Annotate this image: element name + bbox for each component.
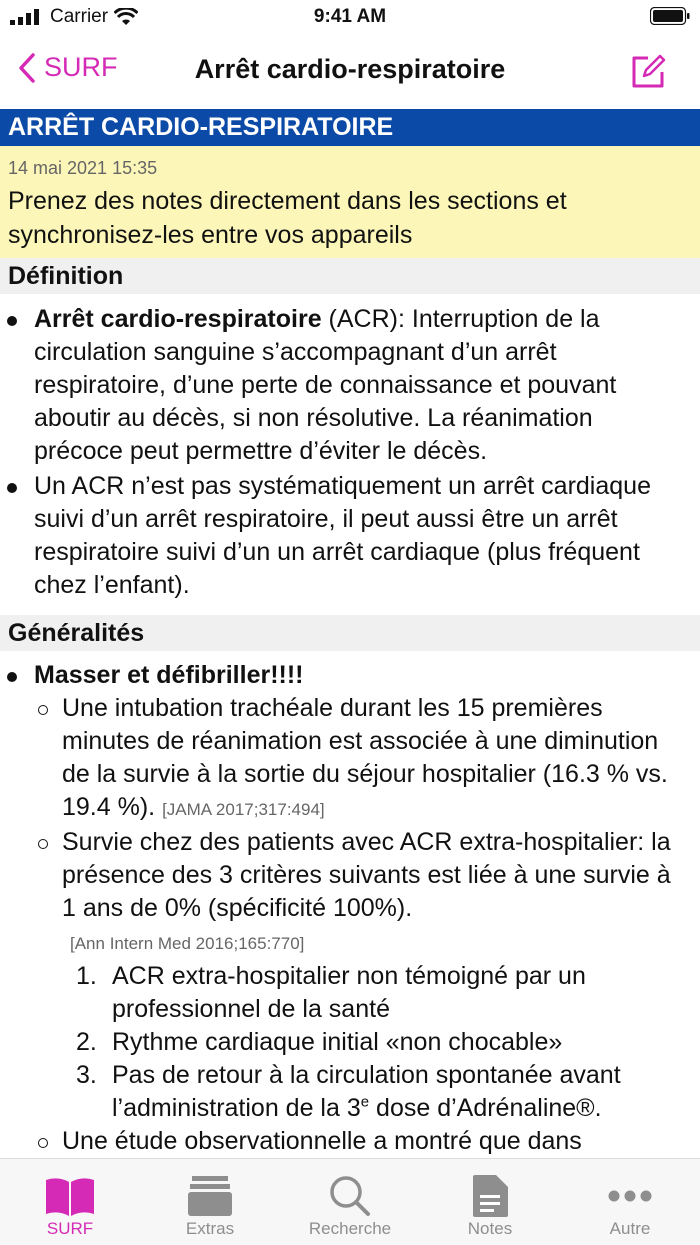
navigation-bar (0, 40, 700, 106)
section-header-generalites: Généralités (0, 615, 700, 651)
tab-notes[interactable] (440, 1173, 540, 1239)
book-icon (44, 1176, 96, 1216)
superscript: e (360, 1093, 370, 1111)
sub-item-text: Une intubation trachéale durant les 15 premières minutes de réanimation est associée à une diminution de la survie à la sortie du séjour hospitalier (16.3 % vs. 19.4 %). (62, 694, 668, 821)
tab-autre[interactable] (580, 1173, 680, 1239)
back-label: SURF (44, 52, 118, 82)
compose-icon[interactable] (630, 54, 666, 90)
note-card[interactable] (0, 146, 700, 258)
search-icon (329, 1175, 371, 1217)
list-item (0, 659, 700, 1158)
numbered-item-text: Rythme cardiaque initial «non chocable» (112, 1028, 563, 1056)
numbered-item-text: ACR extra-hospitalier non témoigné par un professionnel de la santé (112, 962, 586, 1023)
sub-list-item (34, 826, 688, 1125)
item-number: 3. (76, 1061, 97, 1089)
tab-recherche[interactable] (300, 1173, 400, 1239)
tab-bar (0, 1158, 700, 1245)
reference-link[interactable]: [Ann Intern Med 2016;165:770] (70, 934, 305, 953)
tab-label: Recherche (308, 1219, 392, 1238)
sub-list-item (34, 692, 688, 826)
tab-extras[interactable] (160, 1173, 260, 1239)
section-header-definition: Définition (0, 258, 700, 294)
tab-surf[interactable] (20, 1173, 120, 1239)
sub-list-item: Une étude observationnelle a montré que dans (34, 1125, 688, 1158)
item-number: 2. (76, 1028, 97, 1056)
status-time: 9:41 AM (313, 6, 387, 27)
note-text: Prenez des notes directement dans les sections et synchronisez-les entre vos appareils (8, 187, 567, 249)
note-date: 14 mai 2021 15:35 (8, 158, 158, 178)
item-bold: Masser et défibriller!!!! (34, 661, 304, 689)
definition-content (0, 303, 700, 604)
item-number: 1. (76, 962, 97, 990)
numbered-item (62, 1026, 688, 1059)
numbered-item-text: Pas de retour à la circulation spontanée avant l’administration de la 3 (112, 1061, 621, 1122)
box-icon (188, 1176, 232, 1216)
chapter-title: ARRÊT CARDIO-RESPIRATOIRE (0, 109, 700, 146)
battery-icon (650, 7, 690, 25)
tab-label: Notes (467, 1219, 513, 1238)
list-item: Un ACR n’est pas systématiquement un arrêt cardiaque suivi d’un arrêt respiratoire, il peut aussi être un arrêt respiratoire suivi d’un un arrêt cardiaque (plus fréquent chez l’enfant). (0, 470, 700, 602)
reference-link[interactable]: [JAMA 2017;317:494] (162, 800, 325, 819)
numbered-item-text: dose d’Adrénaline®. (369, 1094, 602, 1122)
page-title: Arrêt cardio-respiratoire (194, 54, 506, 84)
list-item (0, 303, 700, 468)
generalites-content (0, 659, 700, 1160)
term-bold: Arrêt cardio-respiratoire (34, 305, 322, 333)
carrier-label: Carrier (50, 6, 109, 27)
tab-label: Autre (609, 1219, 651, 1238)
more-icon (608, 1190, 652, 1202)
status-bar (0, 0, 700, 36)
sub-item-text: Survie chez des patients avec ACR extra-hospitalier: la présence des 3 critères suivants est liée à une survie à 1 ans de 0% (spécificité 100%). (62, 828, 671, 922)
tab-label: Extras (185, 1219, 235, 1238)
numbered-item (62, 1059, 688, 1125)
numbered-item (62, 960, 688, 1026)
term-description: (ACR): Interruption de la circulation sanguine s’accompagnant d’un arrêt respiratoire, d’une perte de connaissance et pouvant aboutir au décès, si non résolutive. La réanimation précoce peut permettre d’éviter le décès. (34, 305, 617, 465)
document-icon (472, 1175, 508, 1217)
tab-label: SURF (46, 1219, 94, 1238)
